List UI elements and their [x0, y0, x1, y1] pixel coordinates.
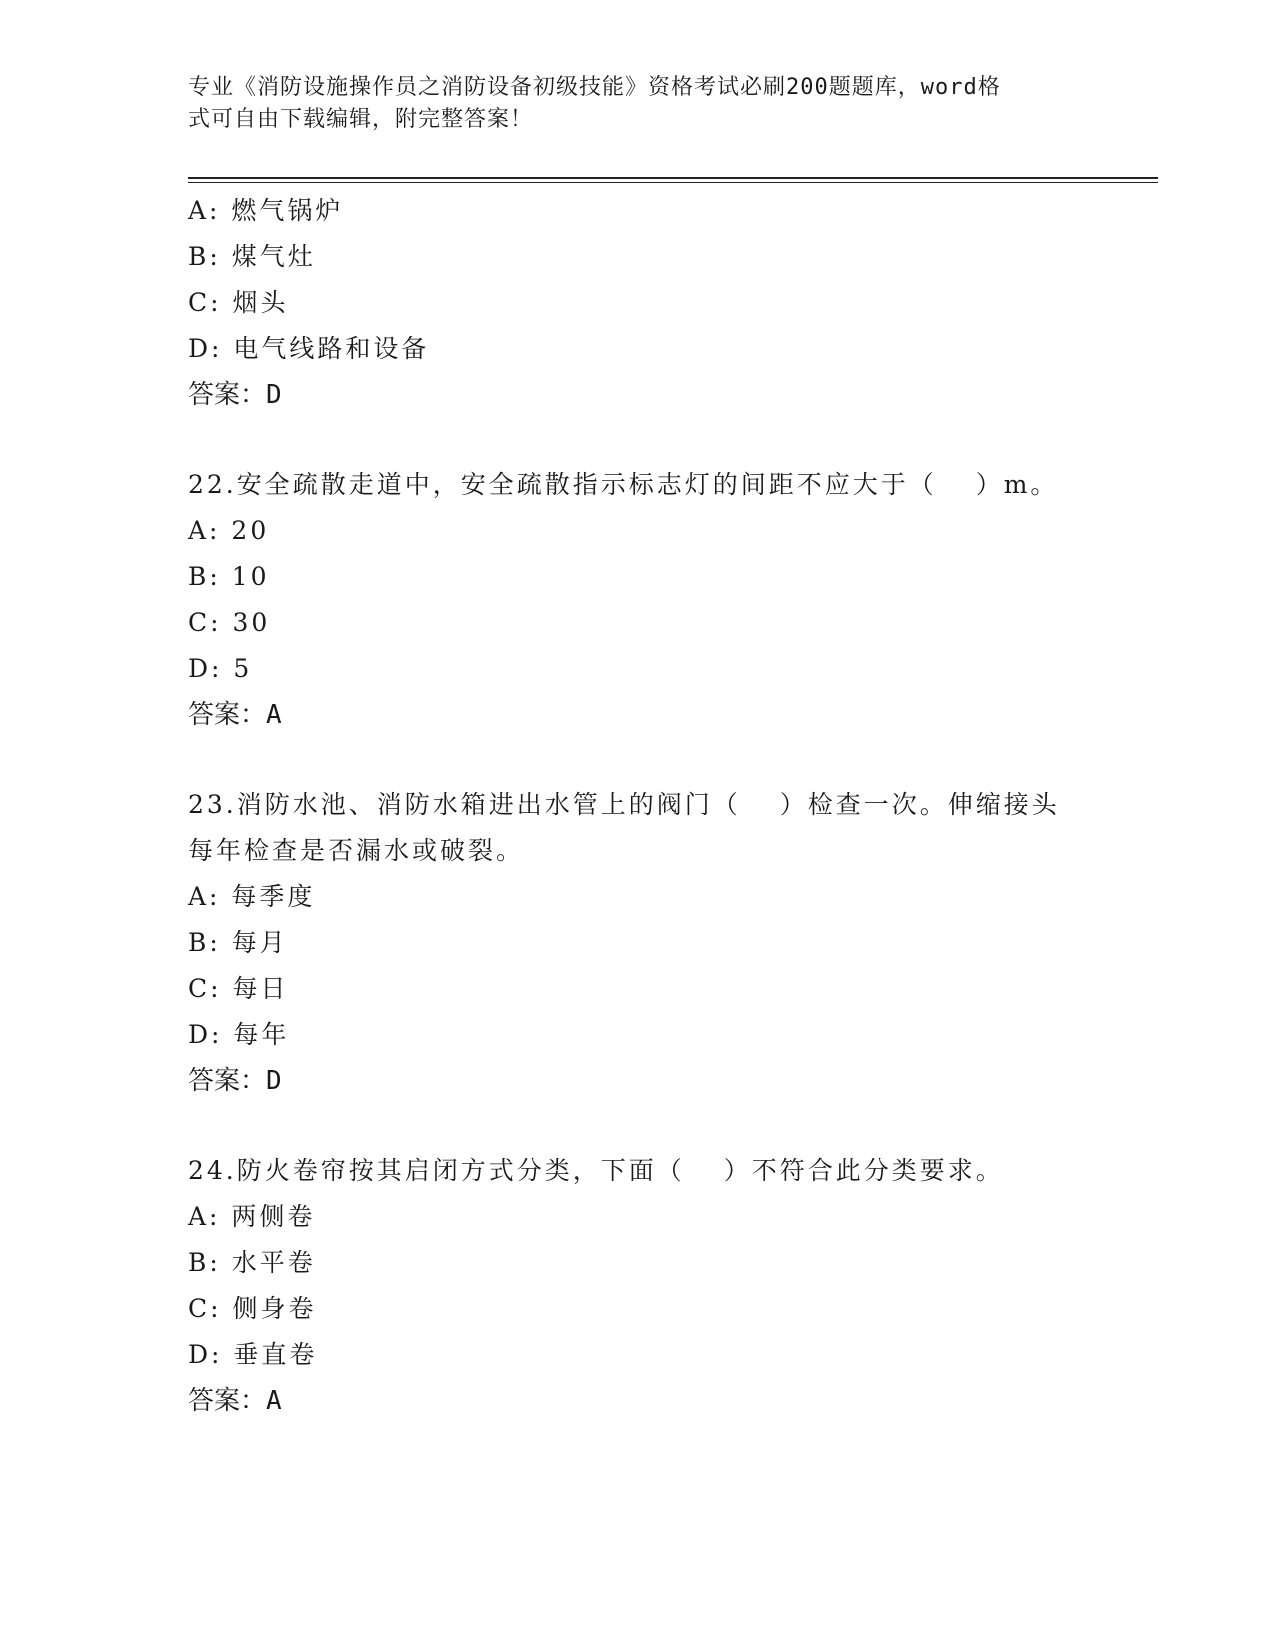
option-b: B: 10 — [188, 562, 270, 591]
option-c: C: 每日 — [188, 974, 289, 1003]
option-d: D: 5 — [188, 654, 253, 683]
option-b: B: 每月 — [188, 928, 288, 957]
question-24 — [188, 1148, 1088, 1424]
document-header — [188, 72, 1068, 136]
option-b: B: 煤气灶 — [188, 242, 316, 271]
option-d: D: 垂直卷 — [188, 1340, 318, 1369]
answer: 答案：D — [188, 380, 282, 410]
answer: 答案：A — [188, 1386, 282, 1416]
question-21 — [188, 188, 1088, 418]
question-list — [188, 188, 1088, 1424]
answer: 答案：A — [188, 700, 282, 730]
question-stem-line-1: 23.消防水池、消防水箱进出水管上的阀门（ ）检查一次。伸缩接头 — [188, 790, 1060, 819]
question-stem-line-2: 每年检查是否漏水或破裂。 — [188, 836, 525, 865]
option-c: C: 30 — [188, 608, 271, 637]
option-c: C: 侧身卷 — [188, 1294, 317, 1323]
header-line-1: 专业《消防设施操作员之消防设备初级技能》资格考试必刷200题题库，word格 — [188, 75, 1001, 100]
option-d: D: 每年 — [188, 1020, 290, 1049]
option-c: C: 烟头 — [188, 288, 289, 317]
option-b: B: 水平卷 — [188, 1248, 316, 1277]
option-a: A: 两侧卷 — [188, 1202, 316, 1231]
header-line-2: 式可自由下载编辑，附完整答案！ — [188, 107, 534, 132]
header-divider-thin — [188, 182, 1158, 183]
question-23 — [188, 782, 1088, 1104]
header-divider-thick — [188, 177, 1158, 179]
option-d: D: 电气线路和设备 — [188, 334, 430, 363]
question-stem: 22.安全疏散走道中，安全疏散指示标志灯的间距不应大于（ ）m。 — [188, 470, 1059, 499]
option-a: A: 燃气锅炉 — [188, 196, 344, 225]
option-a: A: 每季度 — [188, 882, 316, 911]
answer: 答案：D — [188, 1066, 282, 1096]
option-a: A: 20 — [188, 516, 270, 545]
question-stem: 24.防火卷帘按其启闭方式分类，下面（ ）不符合此分类要求。 — [188, 1156, 1004, 1185]
question-22 — [188, 462, 1088, 738]
